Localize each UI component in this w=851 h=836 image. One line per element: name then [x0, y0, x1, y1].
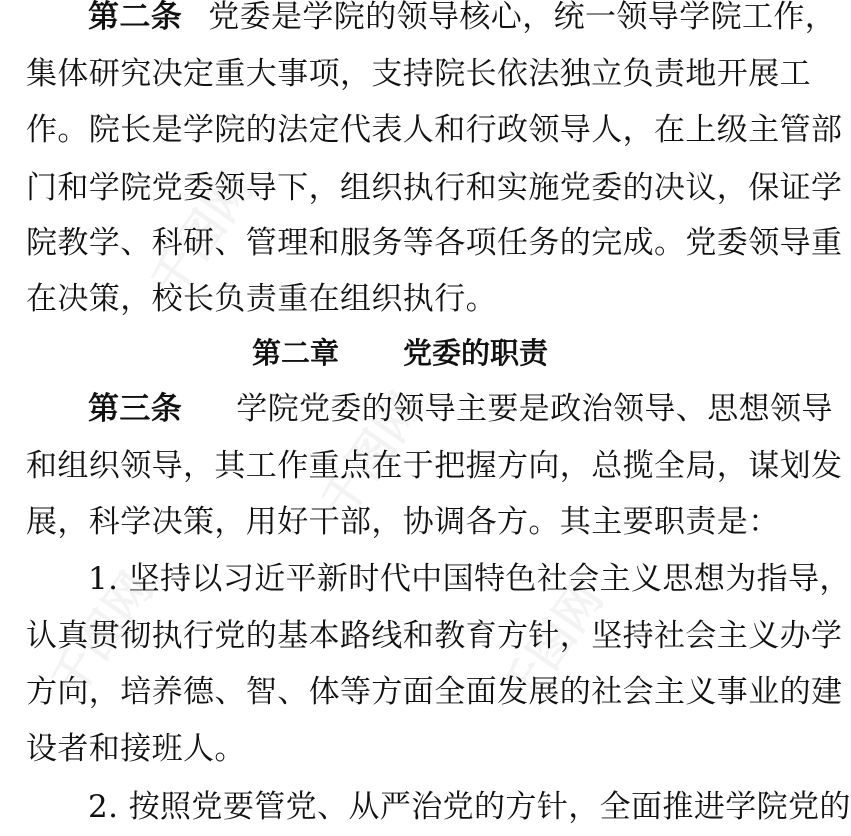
item-one-line: 方向，培养德、智、体等方面全面发展的社会主义事业的建 — [26, 674, 843, 710]
article-three-line: 和组织领导，其工作重点在于把握方向，总揽全局，谋划发 — [26, 448, 843, 484]
chapter-heading — [0, 324, 800, 382]
watermark: 千图网 — [309, 382, 434, 527]
article-two-line: 门和学院党委领导下，组织执行和实施党委的决议，保证学 — [26, 170, 843, 206]
article-two-line: 在决策，校长负责重在组织执行。 — [26, 281, 497, 317]
article-two-text: 党委是学院的领导核心，统一领导学院工作， — [208, 0, 837, 35]
article-three-text: 学院党委的领导主要是政治领导、思想领导 — [236, 391, 833, 427]
article-two-line: 集体研究决定重大事项，支持院长依法独立负责地开展工 — [26, 56, 811, 92]
article-three-heading: 第三条 — [88, 391, 183, 427]
watermark: 千图网 — [489, 572, 614, 717]
watermark: 千图网 — [139, 162, 264, 307]
article-two-heading: 第二条 — [88, 0, 183, 35]
chapter-title: 党委的职责 — [403, 336, 549, 370]
item-one-line: 1. 坚持以习近平新时代中国特色社会主义思想为指导， — [88, 561, 851, 597]
item-two-line: 2. 按照党要管党、从严治党的方针，全面推进学院党的 — [88, 789, 851, 825]
chapter-number: 第二章 — [251, 336, 339, 370]
article-two-line — [88, 0, 837, 46]
article-three-line: 展，科学决策，用好干部，协调各方。其主要职责是： — [26, 504, 780, 540]
watermark: 千图网 — [39, 562, 164, 707]
article-two-line: 院教学、科研、管理和服务等各项任务的完成。党委领导重 — [26, 225, 843, 261]
article-two-line: 作。院长是学院的法定代表人和行政领导人，在上级主管部 — [26, 112, 843, 148]
item-one-line: 设者和接班人。 — [26, 731, 246, 767]
article-three-line — [88, 380, 833, 438]
item-one-line: 认真贯彻执行党的基本路线和教育方针，坚持社会主义办学 — [26, 618, 843, 654]
